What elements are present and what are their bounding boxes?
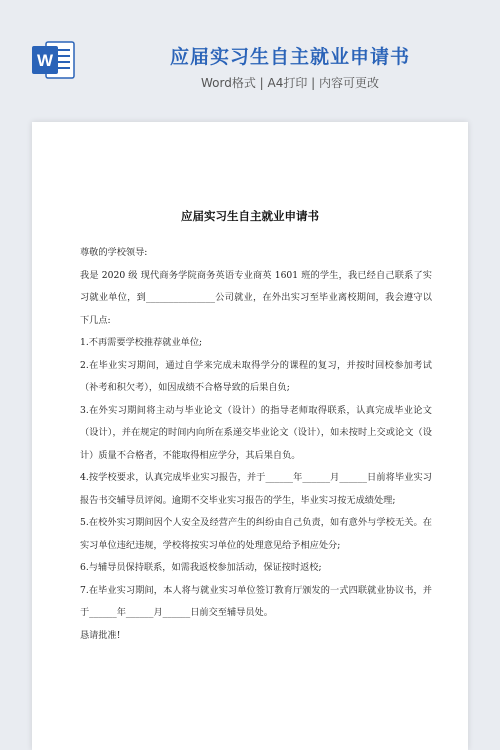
word-icon-letter: W [36,51,54,70]
intro-paragraph: 我是 2020 级 现代商务学院商务英语专业商英 1601 班的学生，我已经自己联系了实习就业单位，到_______________公司就业，在外出实习至毕业离校期间，我会遵守以下几点: [80,269,432,326]
page-header [0,0,500,122]
page-title: 应届实习生自主就业申请书 [169,46,410,68]
list-item: 5.在校外实习期间因个人安全及经营产生的纠纷由自己负责，如有意外与学校无关。在实习单位违纪违规，学校将按实习单位的处理意见给予相应处分; [80,517,432,551]
list-item: 3.在外实习期间将主动与毕业论文（设计）的指导老师取得联系，认真完成毕业论文（设计），并在规定的时间内向所在系递交毕业论文（设计），如未按时上交或论文（设计）质量不合格者，不能取得相应学分，其后果自负。 [80,404,432,461]
list-item: 2.在毕业实习期间，通过自学来完成未取得学分的课程的复习，并按时回校参加考试（补考和积欠考），如因成绩不合格导致的后果自负; [80,359,432,393]
page-subtitle: Word格式 | A4打印 | 内容可更改 [200,76,380,90]
document-page [32,122,468,750]
list-item: 1.不再需要学校推荐就业单位; [80,337,203,348]
salutation: 尊敬的学校领导: [80,247,148,258]
document-title: 应届实习生自主就业申请书 [181,209,319,223]
list-item: 7.在毕业实习期间，本人将与就业实习单位签订教育厅颁发的一式四联就业协议书，并于______年______月______日前交至辅导员处。 [80,584,432,618]
closing-line: 恳请批准! [80,629,121,641]
word-document-icon [32,40,76,80]
list-item: 4.按学校要求，认真完成毕业实习报告，并于______年______月______日前将毕业实习报告书交辅导员评阅。逾期不交毕业实习报告的学生，毕业实习按无成绩处理; [80,472,432,506]
document-body [80,242,432,647]
list-item: 6.与辅导员保持联系，如需我返校参加活动，保证按时返校; [80,562,322,573]
